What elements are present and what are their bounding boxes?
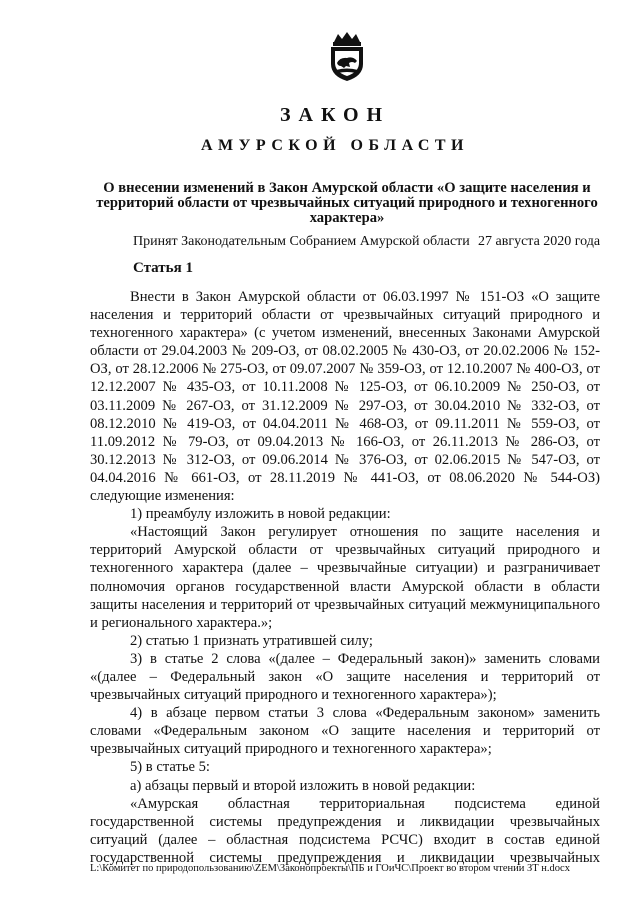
paragraph-item-2: 2) статью 1 признать утратившей силу; [130, 632, 373, 649]
paragraph-item-5: 5) в статье 5: [130, 759, 210, 776]
article-title: Статья 1 [133, 260, 193, 276]
region-title: АМУРСКОЙ ОБЛАСТИ [201, 137, 469, 154]
amur-oblast-coat-of-arms-icon [322, 30, 372, 82]
footer-file-path: L:\Комитет по природопользованию\ZEM\Законопроекты\ПБ и ГОиЧС\Проект во втором чтении ЗТ н.docx [90, 863, 570, 874]
article-body [90, 288, 600, 867]
paragraph-preamble-text: «Настоящий Закон регулирует отношения по защите населения и территорий Амурской области от чрезвычайных ситуаций природного и техногенного характера (далее – чрезвычайные ситуации) и разграничивает полномочия органов государственной власти Амурской области в области защиты населения и территорий от чрезвычайных ситуаций межмуниципального и регионального характера.»; [90, 524, 600, 631]
law-title: ЗАКОН [279, 104, 391, 126]
paragraph-item-1: 1) преамбулу изложить в новой редакции: [130, 506, 391, 523]
paragraph-new-text: «Амурская областная территориальная подсистема единой государственной системы предупреждения и ликвидации чрезвычайных ситуаций (далее – областная подсистема РСЧС) входит в состав единой государственной системы предупреждения и ликвидации чрезвычайных [90, 795, 600, 866]
adopted-date: 27 августа 2020 года [478, 234, 601, 249]
adopted-by: Принят Законодательным Собранием Амурской области [133, 234, 470, 249]
paragraph-item-4: 4) в абзаце первом статьи 3 слова «Федеральным законом» заменить словами «Федеральным законом «О защите населения и территорий от чрезвычайных ситуаций природного и техногенного характера»; [90, 705, 600, 758]
paragraph-subitem-a: а) абзацы первый и второй изложить в новой редакции: [130, 777, 476, 794]
paragraph-item-3: 3) в статье 2 слова «(далее – Федеральный закон)» заменить словами «(далее – Федеральный закон «О защите населения и территорий от чрезвычайных ситуаций природного и техногенного характера»); [90, 650, 600, 704]
paragraph-intro: Внести в Закон Амурской области от 06.03.1997 № 151-ОЗ «О защите населения и территорий области от чрезвычайных ситуаций природного и техногенного характера» (с учетом изменений, внесенных Законами Амурской области от 29.04.2003 № 209-ОЗ, от 08.02.2005 № 430-ОЗ, от 20.02.2006 № 152-ОЗ, от 28.12.2006 № 275-ОЗ, от 09.07.2007 № 359-ОЗ, от 12.10.2007 № 400-ОЗ, от 12.12.2007 № 435-ОЗ, от 10.11.2008 № 125-ОЗ, от 06.10.2009 № 250-ОЗ, от 03.11.2009 № 267-ОЗ, от 31.12.2009 № 297-ОЗ, от 30.04.2010 № 332-ОЗ, от 08.12.2010 № 419-ОЗ, от 04.04.2011 № 468-ОЗ, от 09.11.2011 № 559-ОЗ, от 11.09.2012 № 79-ОЗ, от 09.04.2013 № 166-ОЗ, от 26.11.2013 № 286-ОЗ, от 30.12.2013 № 312-ОЗ, от 09.06.2014 № 376-ОЗ, от 02.06.2015 № 547-ОЗ, от 04.04.2016 № 661-ОЗ, от 28.11.2019 № 441-ОЗ, от 08.06.2020 № 544-ОЗ) следующие изменения: [90, 289, 600, 505]
law-subject: О внесении изменений в Закон Амурской области «О защите населения и территорий области от чрезвычайных ситуаций природного и техногенного характера» [96, 180, 598, 226]
